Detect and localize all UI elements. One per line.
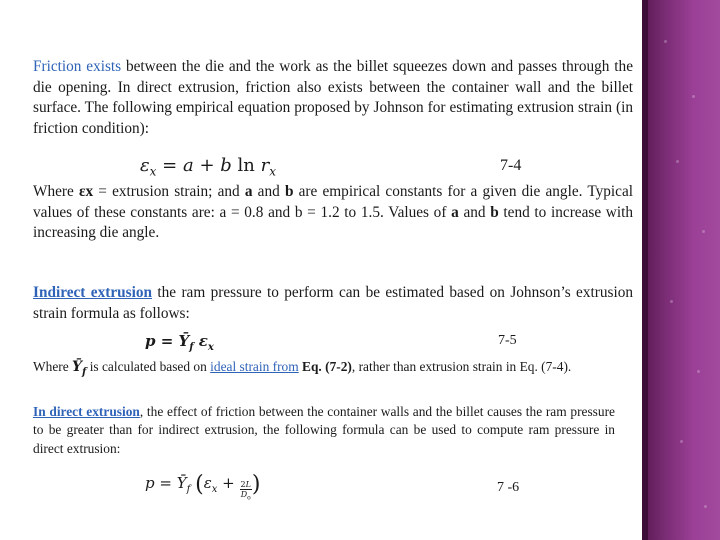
yf-symbol: $Ȳ_f$ [72,359,87,378]
equation-number-7-5: 7-5 [498,333,517,348]
decorative-sidebar [642,0,720,540]
equation-ram-pressure-direct: $p = Ȳ_f$ ($\varepsilon_x$ + $\frac{2L}{D_o}$ ) [145,472,261,502]
paragraph-where-yf: Where $Ȳ_f$ is calculated based on ideal strain from Eq. (7-2), rather than extrusion strain in Eq. (7-4). [33,359,572,378]
paragraph-indirect: Indirect extrusion the ram pressure to perform can be estimated based on Johnson’s extrusion strain formula as follows: [33,284,633,322]
equation-extrusion-strain: $\varepsilon_x = a + b$ $\ln r_x$ [140,155,276,179]
friction-text: between the die and the work as the billet squeezes down and passes through the die opening. In direct extrusion, friction also exists between the container wall and the billet surface. The following empirical equation proposed by Johnson for estimating extrusion strain (in friction condition): [33,58,633,137]
equation-number-7-4: 7-4 [500,157,522,174]
indirect-extrusion-link[interactable]: Indirect extrusion [33,284,152,301]
equation-number-7-6: 7 -6 [497,480,520,495]
ideal-strain-link[interactable]: ideal strain from [210,359,299,374]
equation-ram-pressure-indirect: $p = Ȳ_f$ $\varepsilon_x$ [145,332,214,353]
eq-7-2-ref: Eq. (7-2) [302,359,352,374]
epsilon-label: εx [78,183,94,200]
paragraph-friction [33,57,633,139]
paragraph-direct: In direct extrusion, the effect of friction between the container walls and the billet causes the ram pressure to be greater than for indirect extrusion, the following formula can be used to compute ram pressure in direct extrusion: [33,404,615,456]
direct-extrusion-link[interactable]: In direct extrusion [33,404,140,419]
friction-heading: Friction exists [33,58,122,75]
paragraph-constants: Where εx = extrusion strain; and a and b are empirical constants for a given die angle. Typical values of these constants are: a = 0.8 and b = 1.2 to 1.5. Values of a and b tend to increase with increasing die angle. [33,183,633,242]
